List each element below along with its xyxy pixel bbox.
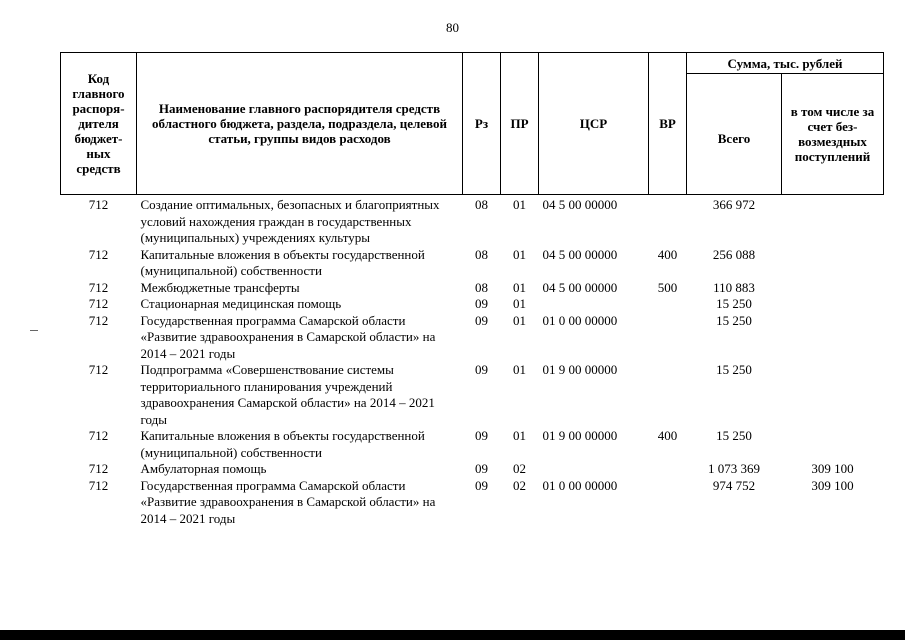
header-pr: ПР xyxy=(501,53,539,195)
cell-free xyxy=(782,247,884,280)
cell-free xyxy=(782,428,884,461)
cell-name: Государственная программа Самарской области «Развитие здравоохранения в Самарской области» на 2014 – 2021 годы xyxy=(140,477,436,526)
cell-code: 712 xyxy=(88,312,109,328)
cell-rz: 09 xyxy=(475,461,488,476)
cell-total: 15 250 xyxy=(716,296,752,311)
cell-name: Амбулаторная помощь xyxy=(140,461,267,476)
cell-rz: 08 xyxy=(475,279,488,295)
table-header xyxy=(61,53,884,195)
cell-code: 712 xyxy=(88,362,109,377)
table-body xyxy=(61,195,884,528)
cell-code: 712 xyxy=(88,279,109,295)
table-row xyxy=(61,195,884,247)
cell-total: 1 073 369 xyxy=(708,461,760,476)
header-sum-total: Всего xyxy=(687,74,782,195)
cell-rz: 09 xyxy=(475,477,488,493)
table-row xyxy=(61,313,884,363)
header-csr: ЦСР xyxy=(539,53,649,195)
header-sum-free: в том числе за счет без-возмездных поступлений xyxy=(782,74,884,195)
cell-code: 712 xyxy=(88,246,109,262)
cell-rz: 08 xyxy=(475,246,488,262)
cell-csr: 01 0 00 00000 xyxy=(542,312,618,328)
cell-pr: 01 xyxy=(513,246,526,262)
cell-vr xyxy=(649,313,687,363)
cell-vr: 400 xyxy=(657,246,678,262)
scan-bottom-edge xyxy=(0,630,905,640)
cell-pr: 01 xyxy=(513,296,526,311)
cell-code: 712 xyxy=(88,461,109,476)
cell-vr: 500 xyxy=(657,279,678,295)
cell-total: 15 250 xyxy=(716,312,752,328)
header-code: Код главного распоря-дителя бюджет-ных средств xyxy=(61,53,137,195)
cell-rz: 09 xyxy=(475,312,488,328)
cell-total: 15 250 xyxy=(716,428,752,443)
table-row xyxy=(61,461,884,478)
cell-name: Создание оптимальных, безопасных и благоприятных условий нахождения граждан в государственных (муниципальных) учреждениях культуры xyxy=(140,197,440,245)
cell-name: Стационарная медицинская помощь xyxy=(140,296,342,311)
cell-name: Капитальные вложения в объекты государственной (муниципальной) собственности xyxy=(140,428,425,460)
cell-csr: 04 5 00 00000 xyxy=(542,246,618,262)
cell-pr: 02 xyxy=(513,461,526,476)
cell-free xyxy=(782,296,884,313)
cell-free: 309 100 xyxy=(811,461,854,476)
table-row xyxy=(61,478,884,528)
header-rz: Рз xyxy=(463,53,501,195)
cell-vr: 400 xyxy=(657,428,678,443)
cell-csr xyxy=(539,461,649,478)
cell-rz: 09 xyxy=(475,428,488,443)
cell-free xyxy=(782,362,884,428)
page-number: 80 xyxy=(446,20,459,35)
header-name: Наименование главного распорядителя средств областного бюджета, раздела, подраздела, целевой статьи, группы видов расходов xyxy=(137,53,463,195)
cell-rz: 08 xyxy=(475,197,488,212)
cell-vr xyxy=(649,461,687,478)
cell-pr: 01 xyxy=(513,197,526,212)
table-row xyxy=(61,362,884,428)
cell-total: 974 752 xyxy=(712,477,756,493)
cell-vr xyxy=(649,296,687,313)
cell-code: 712 xyxy=(88,428,109,443)
table-row xyxy=(61,280,884,297)
cell-vr xyxy=(649,362,687,428)
cell-pr: 01 xyxy=(513,428,526,443)
cell-name: Подпрограмма «Совершенствование системы территориального планирования учреждений здравоохранения Самарской области» на 2014 – 2021 годы xyxy=(140,362,435,427)
table-row xyxy=(61,428,884,461)
cell-total: 256 088 xyxy=(712,246,756,262)
cell-code: 712 xyxy=(88,296,109,311)
cell-code: 712 xyxy=(88,477,109,493)
cell-csr xyxy=(539,296,649,313)
cell-csr: 01 9 00 00000 xyxy=(542,362,618,377)
cell-csr: 01 9 00 00000 xyxy=(542,428,618,443)
cell-total: 15 250 xyxy=(716,362,752,377)
margin-mark xyxy=(30,330,38,331)
cell-total: 110 883 xyxy=(713,279,755,295)
cell-rz: 09 xyxy=(475,362,488,377)
cell-csr: 01 0 00 00000 xyxy=(542,477,618,493)
cell-free xyxy=(782,313,884,363)
header-vr: ВР xyxy=(649,53,687,195)
cell-csr: 04 5 00 00000 xyxy=(542,279,618,295)
cell-name: Капитальные вложения в объекты государственной (муниципальной) собственности xyxy=(140,246,425,278)
cell-pr: 01 xyxy=(513,362,526,377)
cell-vr xyxy=(649,195,687,247)
cell-rz: 09 xyxy=(475,296,488,311)
cell-free xyxy=(782,195,884,247)
table-row xyxy=(61,296,884,313)
cell-free xyxy=(782,280,884,297)
cell-pr: 02 xyxy=(513,477,526,493)
cell-pr: 01 xyxy=(513,279,526,295)
cell-pr: 01 xyxy=(513,312,526,328)
cell-name: Государственная программа Самарской области «Развитие здравоохранения в Самарской области» на 2014 – 2021 годы xyxy=(140,312,436,361)
cell-csr: 04 5 00 00000 xyxy=(542,197,618,212)
cell-name: Межбюджетные трансферты xyxy=(140,279,300,295)
budget-table xyxy=(60,52,884,527)
cell-total: 366 972 xyxy=(712,197,756,212)
table-row xyxy=(61,247,884,280)
cell-code: 712 xyxy=(88,197,109,212)
cell-vr xyxy=(649,478,687,528)
header-sum-group: Сумма, тыс. рублей xyxy=(687,53,884,74)
cell-free: 309 100 xyxy=(811,477,854,493)
